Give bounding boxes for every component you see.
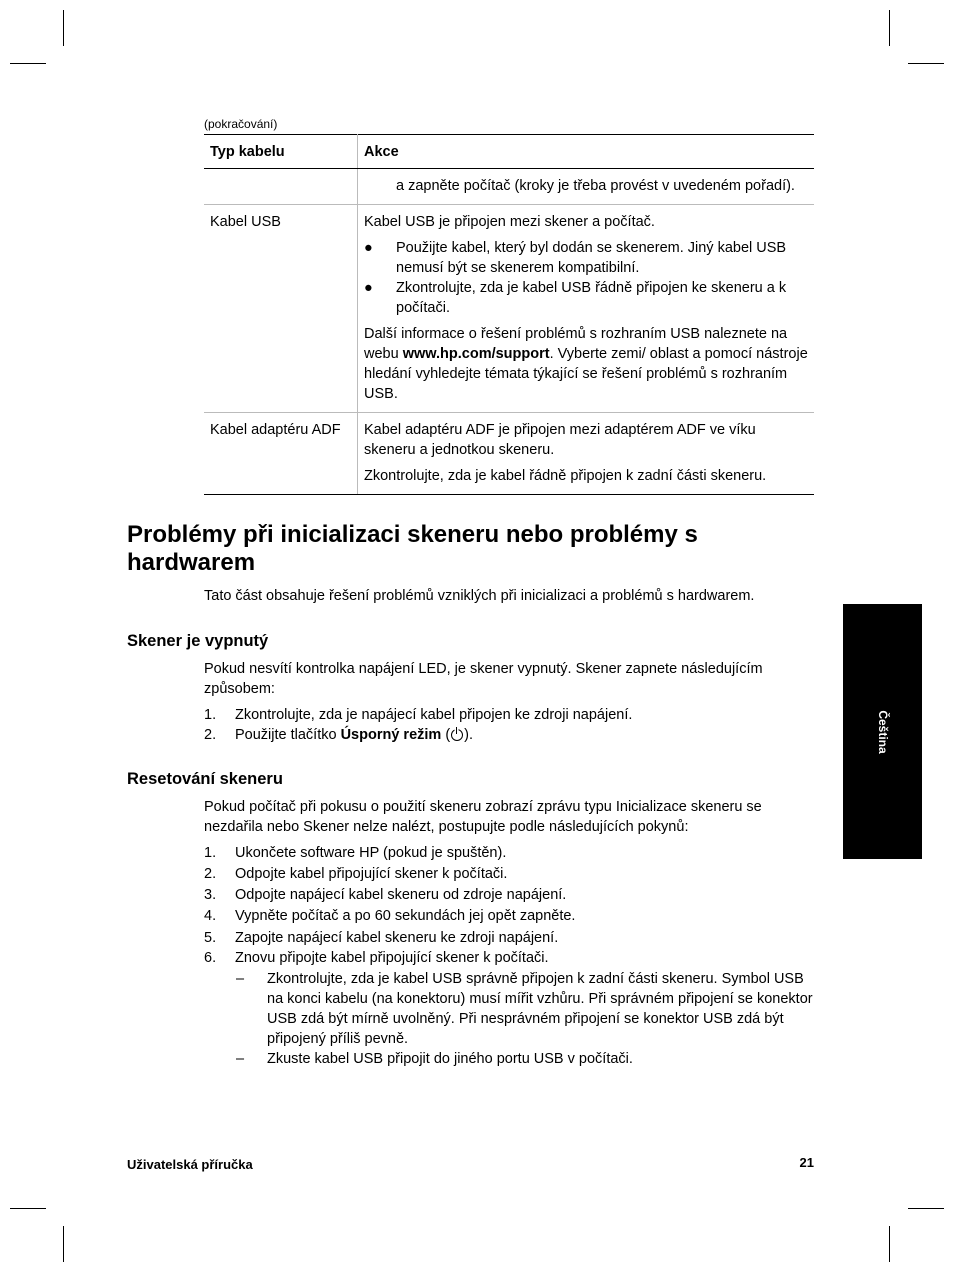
list-item-text: Zkuste kabel USB připojit do jiného portu USB v počítači. [267, 1051, 633, 1067]
list-number: 2. [204, 866, 217, 882]
table-header-row [204, 135, 814, 169]
cell-text [364, 324, 808, 404]
list-item-text: Vypněte počítač a po 60 sekundách jej opět zapněte. [235, 908, 576, 924]
paragraph: Pokud nesvítí kontrolka napájení LED, je skener vypnutý. Skener zapnete následujícím způsobem: [204, 661, 763, 697]
list-item [204, 885, 816, 905]
table-cell [204, 169, 358, 205]
list-item [204, 725, 816, 745]
more-info-text: . Vyberte zemi/ oblast a pomocí nástroje hledání vyhledejte témata týkající se řešení problémů s rozhraním USB. [364, 346, 808, 402]
list-number: 1. [204, 707, 217, 723]
crop-mark [63, 10, 64, 46]
crop-mark [908, 63, 944, 64]
bullet-icon: ● [364, 240, 373, 256]
list-number: 1. [204, 845, 217, 861]
bullet-icon: ● [364, 280, 373, 296]
list-number: 3. [204, 887, 217, 903]
list-item-text: Zapojte napájecí kabel skeneru ke zdroji napájení. [235, 930, 559, 946]
cell-text: Zkontrolujte, zda je kabel řádně připojen k zadní části skeneru. [364, 468, 767, 484]
list-item [364, 278, 808, 318]
list-item-text: Zkontrolujte, zda je kabel USB řádně připojen ke skeneru a k počítači. [396, 280, 787, 316]
list-item-text: Zkontrolujte, zda je napájecí kabel připojen ke zdroji napájení. [235, 707, 633, 723]
table-cell [358, 413, 815, 495]
list-item [236, 969, 816, 1049]
crop-mark [10, 63, 46, 64]
bullet-list [364, 238, 808, 318]
subsection-title: Skener je vypnutý [127, 632, 269, 650]
list-item [204, 705, 816, 725]
footer-title: Uživatelská příručka [127, 1157, 253, 1172]
dash-icon: – [236, 971, 245, 987]
column-header: Typ kabelu [204, 135, 358, 169]
page-number: 21 [799, 1155, 814, 1170]
button-name: Úsporný režim [340, 727, 442, 743]
crop-mark [10, 1208, 46, 1209]
cell-text: Kabel adaptéru ADF je připojen mezi adaptérem ADF ve víku skeneru a jednotkou skeneru. [364, 422, 756, 458]
table-row [204, 413, 814, 495]
list-item [364, 238, 808, 278]
list-item-text: Odpojte napájecí kabel skeneru od zdroje napájení. [235, 887, 567, 903]
section-intro: Tato část obsahuje řešení problémů vzniklých při inicializaci a problémů s hardwarem. [204, 588, 755, 604]
list-item [236, 1049, 816, 1069]
list-item-text: ( [441, 727, 451, 743]
table-row [204, 205, 814, 413]
table-row [204, 169, 814, 205]
numbered-list [204, 705, 816, 745]
list-number: 6. [204, 950, 217, 966]
list-number: 2. [204, 727, 217, 743]
list-item-text: Znovu připojte kabel připojující skener k počítači. [235, 950, 549, 966]
list-item [204, 948, 816, 968]
section-title: Problémy při inicializaci skeneru nebo problémy s hardwarem [127, 521, 698, 576]
list-item-text: ). [464, 727, 474, 743]
continued-label: (pokračování) [204, 117, 278, 131]
table-cell [358, 205, 815, 413]
dash-list [236, 969, 816, 1069]
subsection-title: Resetování skeneru [127, 770, 283, 788]
list-item-text: Použijte kabel, který byl dodán se skenerem. Jiný kabel USB nemusí být se skenerem kompatibilní. [396, 240, 787, 276]
list-number: 5. [204, 930, 217, 946]
crop-mark [889, 10, 890, 46]
numbered-list [204, 843, 816, 968]
dash-icon: – [236, 1051, 245, 1067]
column-header: Akce [358, 135, 815, 169]
table-cell: Kabel adaptéru ADF [204, 413, 358, 495]
table-cell: Kabel USB [204, 205, 358, 413]
list-item [204, 928, 816, 948]
cell-text: a zapněte počítač (kroky je třeba provést v uvedeném pořadí). [396, 178, 795, 194]
cell-text: Kabel USB je připojen mezi skener a počítač. [364, 214, 655, 230]
more-info-text: Další informace o řešení problémů s rozhraním USB naleznete na webu [364, 326, 788, 362]
cable-table [204, 134, 814, 495]
list-item-text: Zkontrolujte, zda je kabel USB správně připojen k zadní části skeneru. Symbol USB na konci kabelu (na konektoru) musí mířit vzhůru. Při správném připojení se konektor USB zdá být mírně uvolněný. Při nesprávném připojení se konektor USB zdá být připojený příliš pevně. [267, 971, 813, 1047]
list-item-text: Odpojte kabel připojující skener k počítači. [235, 866, 508, 882]
language-tab-label: Čeština [875, 709, 890, 754]
list-number: 4. [204, 908, 217, 924]
list-item [204, 906, 816, 926]
crop-mark [889, 1226, 890, 1262]
paragraph: Pokud počítač při pokusu o použití skeneru zobrazí zprávu typu Inicializace skeneru se nezdařila nebo Skener nelze nalézt, postupujte podle následujících pokynů: [204, 799, 762, 835]
table-cell [358, 169, 815, 205]
list-item [204, 843, 816, 863]
crop-mark [908, 1208, 944, 1209]
list-item-text: Ukončete software HP (pokud je spuštěn). [235, 845, 507, 861]
language-tab [843, 604, 922, 859]
list-item [204, 864, 816, 884]
support-link[interactable]: www.hp.com/support [402, 346, 550, 362]
power-icon [451, 729, 463, 741]
crop-mark [63, 1226, 64, 1262]
list-item-text: Použijte tlačítko [235, 727, 341, 743]
